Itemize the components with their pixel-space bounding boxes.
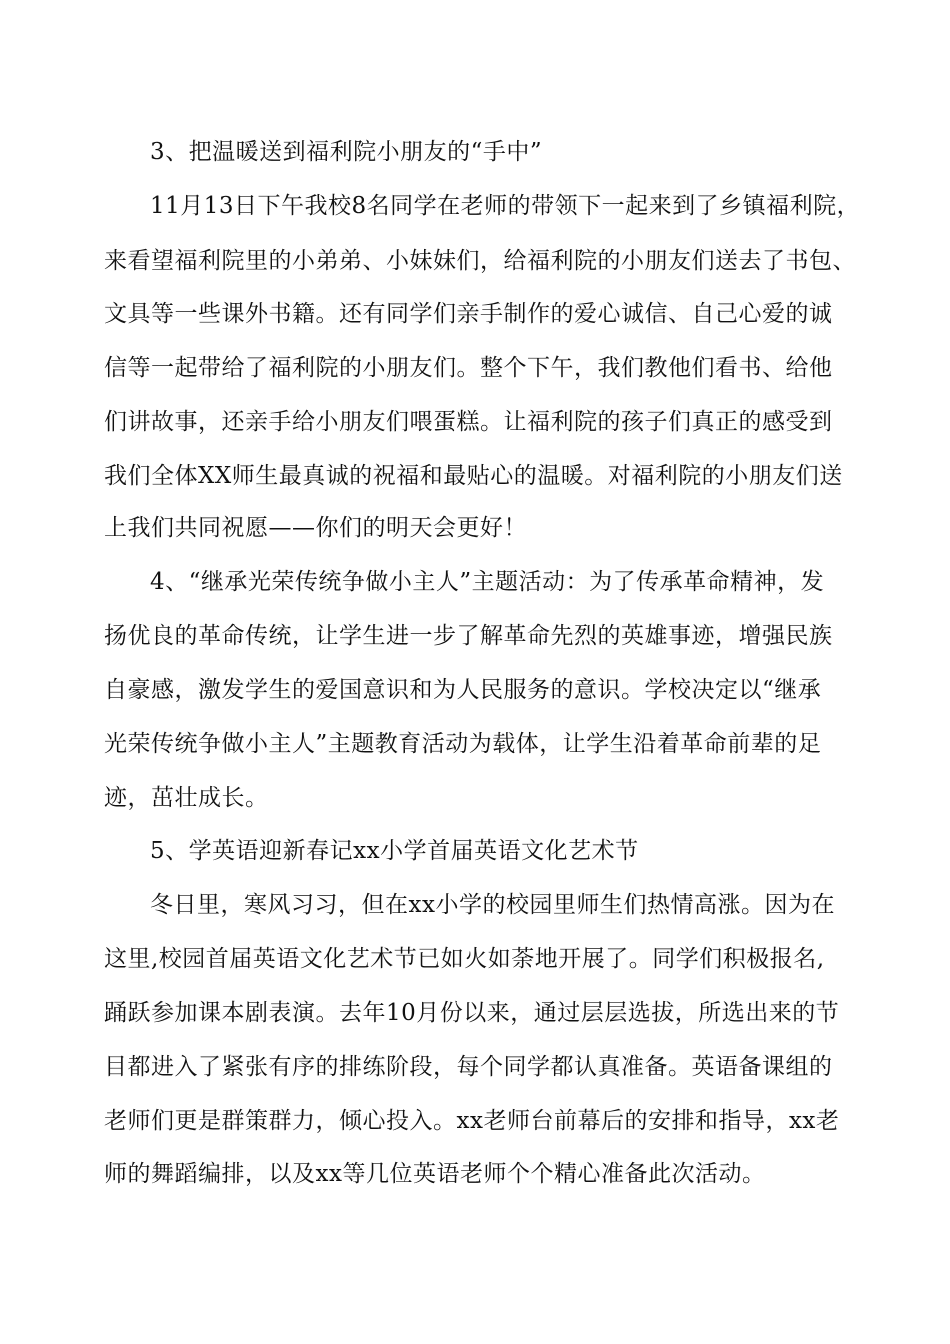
paragraph-line: 们讲故事，还亲手给小朋友们喂蛋糕。让福利院的孩子们真正的感受到	[104, 409, 833, 435]
paragraph-line: 迹，茁壮成长。	[104, 785, 269, 811]
paragraph-line: 踊跃参加课本剧表演。去年10月份以来，通过层层选拔，所选出来的节	[104, 1000, 840, 1026]
section-heading-3: 3、把温暖送到福利院小朋友的“手中”	[150, 139, 543, 165]
paragraph-line: 这里,校园首届英语文化艺术节已如火如荼地开展了。同学们积极报名,	[104, 946, 825, 972]
paragraph-line: 目都进入了紧张有序的排练阶段，每个同学都认真准备。英语备课组的	[104, 1054, 833, 1080]
paragraph-line: 上我们共同祝愿——你们的明天会更好！	[104, 515, 527, 541]
paragraph-line: 我们全体XX师生最真诚的祝福和最贴心的温暖。对福利院的小朋友们送	[104, 463, 843, 489]
paragraph-line: 信等一起带给了福利院的小朋友们。整个下午，我们教他们看书、给他	[104, 355, 833, 381]
paragraph-line: 11月13日下午我校8名同学在老师的带领下一起来到了乡镇福利院，	[150, 193, 861, 219]
paragraph-line: 师的舞蹈编排，以及xx等几位英语老师个个精心准备此次活动。	[104, 1161, 766, 1187]
section-heading-4: 4、“继承光荣传统争做小主人”主题活动：为了传承革命精神，发	[150, 569, 825, 595]
section-heading-5: 5、学英语迎新春记xx小学首届英语文化艺术节	[150, 838, 639, 864]
paragraph-line: 来看望福利院里的小弟弟、小妹妹们，给福利院的小朋友们送去了书包、	[104, 248, 856, 274]
paragraph-line: 冬日里，寒风习习，但在xx小学的校园里师生们热情高涨。因为在	[150, 892, 835, 918]
paragraph-line: 自豪感，激发学生的爱国意识和为人民服务的意识。学校决定以“继承	[104, 677, 822, 703]
paragraph-line: 扬优良的革命传统，让学生进一步了解革命先烈的英雄事迹，增强民族	[104, 623, 833, 649]
paragraph-line: 文具等一些课外书籍。还有同学们亲手制作的爱心诚信、自己心爱的诚	[104, 301, 833, 327]
paragraph-line: 老师们更是群策群力，倾心投入。xx老师台前幕后的安排和指导，xx老	[104, 1108, 840, 1134]
paragraph-line: 光荣传统争做小主人”主题教育活动为载体，让学生沿着革命前辈的足	[104, 731, 822, 757]
